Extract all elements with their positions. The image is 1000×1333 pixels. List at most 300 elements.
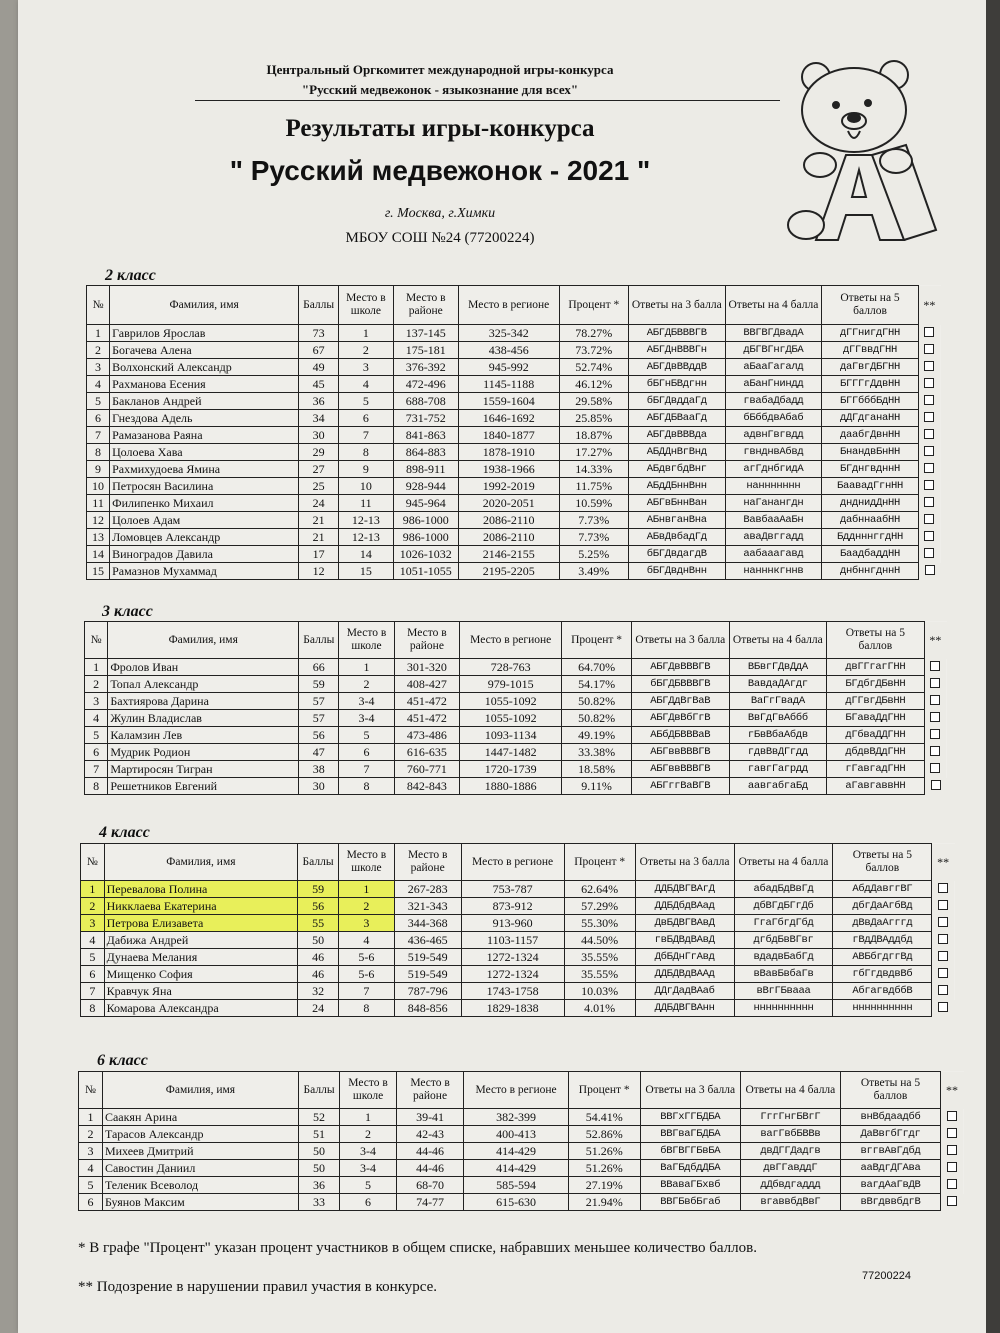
checkbox-icon	[924, 531, 934, 541]
district-place: 519-549	[394, 949, 461, 966]
checkbox-icon	[930, 746, 940, 756]
district-place: 760-771	[394, 761, 460, 778]
answers-5: внВбдаадбб	[840, 1109, 940, 1126]
district-place: 267-283	[394, 881, 461, 898]
col-region-place: Место в регионе	[458, 286, 559, 325]
region-place: 1720-1739	[460, 761, 562, 778]
region-place: 945-992	[458, 359, 559, 376]
violation-checkbox	[941, 1109, 964, 1126]
answers-4: ВаГгГвадА	[729, 693, 827, 710]
col-flag: **	[924, 622, 946, 659]
violation-checkbox	[932, 932, 955, 949]
answers-4: аабааагавд	[725, 546, 822, 563]
violation-checkbox	[918, 512, 940, 529]
score: 24	[298, 1000, 339, 1017]
student-name: Дунаева Мелания	[104, 949, 298, 966]
row-number: 15	[87, 563, 110, 580]
violation-checkbox	[941, 1177, 964, 1194]
answers-4: ВвГдГвАббб	[729, 710, 827, 727]
school-place: 3	[338, 915, 394, 932]
district-place: 301-320	[394, 659, 460, 676]
violation-checkbox	[932, 915, 955, 932]
answers-5: вггвАвГдбд	[840, 1143, 940, 1160]
student-name: Теленик Всеволод	[102, 1177, 298, 1194]
answers-4: аваДвггадд	[725, 529, 822, 546]
school-place: 2	[339, 342, 394, 359]
row-number: 3	[81, 915, 105, 932]
checkbox-icon	[930, 729, 940, 739]
results-table	[80, 843, 955, 1017]
answers-4: вдадвБабГд	[734, 949, 833, 966]
checkbox-icon	[924, 463, 934, 473]
row-number: 2	[79, 1126, 103, 1143]
violation-checkbox	[918, 393, 940, 410]
school-place: 5	[339, 393, 394, 410]
table-row	[87, 342, 941, 359]
answers-3: бБГДвдагдВ	[628, 546, 725, 563]
answers-3: ВаГБдбдДБА	[640, 1160, 740, 1177]
answers-5: БаадбаддНН	[822, 546, 919, 563]
violation-checkbox	[918, 342, 940, 359]
violation-checkbox	[924, 744, 946, 761]
student-name: Фролов Иван	[108, 659, 299, 676]
answers-5: БГдбгДБвНН	[827, 676, 925, 693]
score: 67	[299, 342, 339, 359]
score: 12	[299, 563, 339, 580]
col-name: Фамилия, имя	[104, 844, 298, 881]
table-row	[79, 1177, 964, 1194]
score: 46	[298, 949, 339, 966]
answers-4: гвнднвАбвд	[725, 444, 822, 461]
table-row	[81, 932, 955, 949]
school-place: 1	[339, 659, 394, 676]
row-number: 11	[87, 495, 110, 512]
table-row	[81, 898, 955, 915]
district-place: 473-486	[394, 727, 460, 744]
org-line-1: Центральный Оргкомитет международной игры-конкурса	[266, 62, 614, 77]
region-place: 1938-1966	[458, 461, 559, 478]
answers-5: даГвгДБГНН	[822, 359, 919, 376]
school-place: 12-13	[339, 512, 394, 529]
district-place: 44-46	[396, 1143, 463, 1160]
school-place: 1	[339, 325, 394, 342]
district-place: 986-1000	[393, 529, 458, 546]
answers-3: АБбДБВВВаВ	[632, 727, 730, 744]
student-name: Филипенко Михаил	[110, 495, 299, 512]
col-answers-3: Ответы на 3 балла	[628, 286, 725, 325]
answers-5: днднидДнНН	[822, 495, 919, 512]
col-answers-3: Ответы на 3 балла	[635, 844, 734, 881]
district-place: 344-368	[394, 915, 461, 932]
col-district-place: Место в районе	[394, 622, 460, 659]
percent: 7.73%	[559, 512, 628, 529]
answers-5: ДаВвгбГгдг	[840, 1126, 940, 1143]
checkbox-icon	[930, 678, 940, 688]
student-name: Кравчук Яна	[104, 983, 298, 1000]
checkbox-icon	[930, 712, 940, 722]
score: 33	[298, 1194, 339, 1211]
col-percent: Процент *	[559, 286, 628, 325]
answers-4: дБГВГнгДБА	[725, 342, 822, 359]
score: 46	[298, 966, 339, 983]
col-score: Баллы	[298, 844, 339, 881]
percent: 55.30%	[564, 915, 635, 932]
checkbox-icon	[924, 395, 934, 405]
row-number: 8	[85, 778, 108, 795]
answers-3: АБнвганВна	[628, 512, 725, 529]
row-number: 1	[85, 659, 108, 676]
answers-3: АБГДБВВВГВ	[628, 325, 725, 342]
answers-3: АБдвгбдВнг	[628, 461, 725, 478]
school-place: 6	[340, 1194, 397, 1211]
answers-4: ГгаГбгдГбд	[734, 915, 833, 932]
percent: 73.72%	[559, 342, 628, 359]
answers-5: БГднгвдннН	[822, 461, 919, 478]
region-place: 1093-1134	[460, 727, 562, 744]
answers-4: ВавбааАаБн	[725, 512, 822, 529]
region-place: 979-1015	[460, 676, 562, 693]
table-row	[85, 676, 947, 693]
checkbox-icon	[924, 344, 934, 354]
score: 25	[299, 478, 339, 495]
col-flag: **	[918, 286, 940, 325]
answers-3: АБГДдВгВаВ	[632, 693, 730, 710]
answers-4: вагГвбБВВв	[740, 1126, 840, 1143]
district-place: 137-145	[393, 325, 458, 342]
grade-heading: 3 класс	[102, 603, 153, 620]
student-name: Богачева Алена	[110, 342, 299, 359]
school-place: 3-4	[340, 1143, 397, 1160]
col-score: Баллы	[299, 286, 339, 325]
score: 52	[298, 1109, 339, 1126]
percent: 10.59%	[559, 495, 628, 512]
student-name: Михеев Дмитрий	[102, 1143, 298, 1160]
percent: 4.01%	[564, 1000, 635, 1017]
student-name: Жулин Владислав	[108, 710, 299, 727]
region-place: 325-342	[458, 325, 559, 342]
region-place: 382-399	[464, 1109, 569, 1126]
student-name: Дабижа Андрей	[104, 932, 298, 949]
school-place: 3-4	[339, 710, 394, 727]
col-percent: Процент *	[568, 1072, 640, 1109]
region-place: 438-456	[458, 342, 559, 359]
answers-5: дабннаабНН	[822, 512, 919, 529]
col-name: Фамилия, имя	[108, 622, 299, 659]
violation-checkbox	[924, 693, 946, 710]
answers-3: АБГДвВВВда	[628, 427, 725, 444]
answers-4: аБааГагалд	[725, 359, 822, 376]
answers-4: вгаввбдВвГ	[740, 1194, 840, 1211]
answers-3: ДДБДВГВАгД	[635, 881, 734, 898]
checkbox-icon	[924, 327, 934, 337]
col-answers-5: Ответы на 5 баллов	[822, 286, 919, 325]
school-place: 1	[338, 881, 394, 898]
table-row	[87, 478, 941, 495]
checkbox-icon	[930, 695, 940, 705]
district-place: 74-77	[396, 1194, 463, 1211]
school-place: 4	[338, 932, 394, 949]
checkbox-icon	[938, 985, 948, 995]
score: 21	[299, 529, 339, 546]
district-place: 451-472	[394, 693, 460, 710]
answers-3: ДДБДВдВААд	[635, 966, 734, 983]
answers-4: абадБдВвГд	[734, 881, 833, 898]
answers-5: вВгдввбдгВ	[840, 1194, 940, 1211]
percent: 52.86%	[568, 1126, 640, 1143]
score: 73	[299, 325, 339, 342]
col-score: Баллы	[298, 1072, 339, 1109]
row-number: 4	[81, 932, 105, 949]
student-name: Петрова Елизавета	[104, 915, 298, 932]
answers-3: ДДБДбдВАад	[635, 898, 734, 915]
answers-3: АБГДвВВВГВ	[632, 659, 730, 676]
percent: 78.27%	[559, 325, 628, 342]
answers-3: АБГввВВВГВ	[632, 744, 730, 761]
answers-4: адвнГвгвдд	[725, 427, 822, 444]
checkbox-icon	[938, 900, 948, 910]
violation-checkbox	[918, 325, 940, 342]
answers-5: дГГвгДБвНН	[827, 693, 925, 710]
answers-5: дГГнигдГНН	[822, 325, 919, 342]
student-name: Каламзин Лев	[108, 727, 299, 744]
col-region-place: Место в регионе	[464, 1072, 569, 1109]
percent: 51.26%	[568, 1143, 640, 1160]
row-number: 7	[85, 761, 108, 778]
col-school-place: Место в школе	[340, 1072, 397, 1109]
checkbox-icon	[924, 429, 934, 439]
percent: 29.58%	[559, 393, 628, 410]
student-name: Бахтиярова Дарина	[108, 693, 299, 710]
student-name: Рахманова Есения	[110, 376, 299, 393]
violation-checkbox	[918, 495, 940, 512]
answers-3: ДДБДВГВАнн	[635, 1000, 734, 1017]
answers-3: бБГДвднВнн	[628, 563, 725, 580]
score: 49	[299, 359, 339, 376]
col-district-place: Место в районе	[394, 844, 461, 881]
student-name: Бакланов Андрей	[110, 393, 299, 410]
violation-checkbox	[918, 478, 940, 495]
answers-5: гГавгадГНН	[827, 761, 925, 778]
answers-5: БнандвБнНН	[822, 444, 919, 461]
checkbox-icon	[947, 1179, 957, 1189]
table-row	[85, 761, 947, 778]
table-row	[81, 949, 955, 966]
answers-5: дбгДаАгбВд	[833, 898, 932, 915]
region-place: 1447-1482	[460, 744, 562, 761]
answers-4: гвабаДбадд	[725, 393, 822, 410]
col-answers-4: Ответы на 4 балла	[729, 622, 827, 659]
school-place: 5	[340, 1177, 397, 1194]
percent: 44.50%	[564, 932, 635, 949]
school-place: 5	[339, 727, 394, 744]
school-place: 8	[338, 1000, 394, 1017]
table-row	[79, 1194, 964, 1211]
grade-heading: 4 класс	[99, 824, 150, 841]
violation-checkbox	[941, 1126, 964, 1143]
percent: 25.85%	[559, 410, 628, 427]
violation-checkbox	[932, 949, 955, 966]
violation-checkbox	[941, 1160, 964, 1177]
contest-title: " Русский медвежонок - 2021 "	[229, 155, 651, 186]
region-place: 1646-1692	[458, 410, 559, 427]
answers-5: гВдДВАддбд	[833, 932, 932, 949]
answers-4: наГанангдн	[725, 495, 822, 512]
answers-3: гвБДВдВАвД	[635, 932, 734, 949]
percent: 21.94%	[568, 1194, 640, 1211]
row-number: 4	[87, 376, 110, 393]
checkbox-icon	[947, 1128, 957, 1138]
results-table	[84, 621, 947, 795]
table-row	[87, 495, 941, 512]
district-place: 42-43	[396, 1126, 463, 1143]
score: 57	[299, 710, 339, 727]
violation-checkbox	[918, 444, 940, 461]
school-line: МБОУ СОШ №24 (77200224)	[345, 230, 535, 246]
table-row	[87, 563, 941, 580]
region-place: 1559-1604	[458, 393, 559, 410]
checkbox-icon	[924, 497, 934, 507]
row-number: 1	[81, 881, 105, 898]
score: 17	[299, 546, 339, 563]
district-place: 842-843	[394, 778, 460, 795]
percent: 35.55%	[564, 966, 635, 983]
school-place: 8	[339, 444, 394, 461]
school-place: 14	[339, 546, 394, 563]
district-place: 864-883	[393, 444, 458, 461]
answers-3: АБГДБВааГд	[628, 410, 725, 427]
percent: 27.19%	[568, 1177, 640, 1194]
region-place: 1272-1324	[461, 966, 564, 983]
region-place: 1840-1877	[458, 427, 559, 444]
district-place: 841-863	[393, 427, 458, 444]
row-number: 4	[85, 710, 108, 727]
region-place: 2086-2110	[458, 512, 559, 529]
percent: 46.12%	[559, 376, 628, 393]
district-place: 408-427	[394, 676, 460, 693]
answers-4: двДГГДадгв	[740, 1143, 840, 1160]
school-place: 6	[339, 744, 394, 761]
row-number: 5	[81, 949, 105, 966]
district-place: 986-1000	[393, 512, 458, 529]
answers-4: ГггГнгБВгГ	[740, 1109, 840, 1126]
region-place: 913-960	[461, 915, 564, 932]
checkbox-icon	[938, 883, 948, 893]
violation-checkbox	[924, 778, 946, 795]
table-row	[79, 1160, 964, 1177]
col-num: №	[87, 286, 110, 325]
school-place: 2	[338, 898, 394, 915]
footnote-violation: ** Подозрение в нарушении правил участия в конкурсе.	[78, 1279, 438, 1295]
district-place: 848-856	[394, 1000, 461, 1017]
answers-4: гБвВбаАбдв	[729, 727, 827, 744]
region-place: 753-787	[461, 881, 564, 898]
score: 50	[298, 1143, 339, 1160]
footnote-percent: * В графе "Процент" указан процент участников в общем списке, набравших меньшее количество баллов.	[78, 1240, 757, 1256]
student-name: Цолоев Адам	[110, 512, 299, 529]
answers-3: АБГДнВВВГн	[628, 342, 725, 359]
school-place: 5-6	[338, 949, 394, 966]
school-place: 2	[339, 676, 394, 693]
checkbox-icon	[924, 378, 934, 388]
row-number: 6	[87, 410, 110, 427]
district-place: 44-46	[396, 1160, 463, 1177]
score: 55	[298, 915, 339, 932]
checkbox-icon	[938, 1002, 948, 1012]
region-place: 615-630	[464, 1194, 569, 1211]
row-number: 3	[87, 359, 110, 376]
row-number: 6	[85, 744, 108, 761]
percent: 50.82%	[562, 693, 632, 710]
table-header-row	[79, 1072, 964, 1109]
checkbox-icon	[947, 1162, 957, 1172]
percent: 5.25%	[559, 546, 628, 563]
student-name: Никклаева Екатерина	[104, 898, 298, 915]
table-row	[81, 966, 955, 983]
percent: 54.17%	[562, 676, 632, 693]
answers-3: АБГввВВВГВ	[632, 761, 730, 778]
percent: 51.26%	[568, 1160, 640, 1177]
region-place: 414-429	[464, 1160, 569, 1177]
district-place: 787-796	[394, 983, 461, 1000]
region-place: 2086-2110	[458, 529, 559, 546]
answers-4: гдвВвДГгдд	[729, 744, 827, 761]
row-number: 9	[87, 461, 110, 478]
table-row	[79, 1126, 964, 1143]
table-row	[79, 1109, 964, 1126]
student-name: Саакян Арина	[102, 1109, 298, 1126]
table-header-row	[85, 622, 947, 659]
row-number: 13	[87, 529, 110, 546]
score: 50	[298, 1160, 339, 1177]
checkbox-icon	[925, 565, 935, 575]
violation-checkbox	[918, 546, 940, 563]
score: 51	[298, 1126, 339, 1143]
answers-4: нанннкгннв	[725, 563, 822, 580]
answers-4: нннннннннн	[734, 1000, 833, 1017]
student-name: Рамазанова Раяна	[110, 427, 299, 444]
school-place: 6	[339, 410, 394, 427]
region-place: 1145-1188	[458, 376, 559, 393]
answers-5: дГГввдГНН	[822, 342, 919, 359]
school-place: 8	[339, 778, 394, 795]
checkbox-icon	[924, 548, 934, 558]
score: 50	[298, 932, 339, 949]
student-name: Виноградов Давила	[110, 546, 299, 563]
col-answers-4: Ответы на 4 балла	[725, 286, 822, 325]
row-number: 5	[87, 393, 110, 410]
col-num: №	[81, 844, 105, 881]
answers-5: БаавадГгнНН	[822, 478, 919, 495]
answers-4: гавгГагрдд	[729, 761, 827, 778]
row-number: 2	[87, 342, 110, 359]
school-place: 1	[340, 1109, 397, 1126]
score: 34	[299, 410, 339, 427]
region-place: 1880-1886	[460, 778, 562, 795]
row-number: 6	[81, 966, 105, 983]
region-place: 2020-2051	[458, 495, 559, 512]
row-number: 3	[85, 693, 108, 710]
answers-3: бБГДБВВВГВ	[632, 676, 730, 693]
col-flag: **	[932, 844, 955, 881]
violation-checkbox	[918, 427, 940, 444]
student-name: Рамазнов Мухаммад	[110, 563, 299, 580]
answers-3: ВВаваГБхвб	[640, 1177, 740, 1194]
violation-checkbox	[932, 966, 955, 983]
answers-4: бБббдвАбаб	[725, 410, 822, 427]
district-place: 39-41	[396, 1109, 463, 1126]
table-row	[87, 410, 941, 427]
score: 29	[299, 444, 339, 461]
